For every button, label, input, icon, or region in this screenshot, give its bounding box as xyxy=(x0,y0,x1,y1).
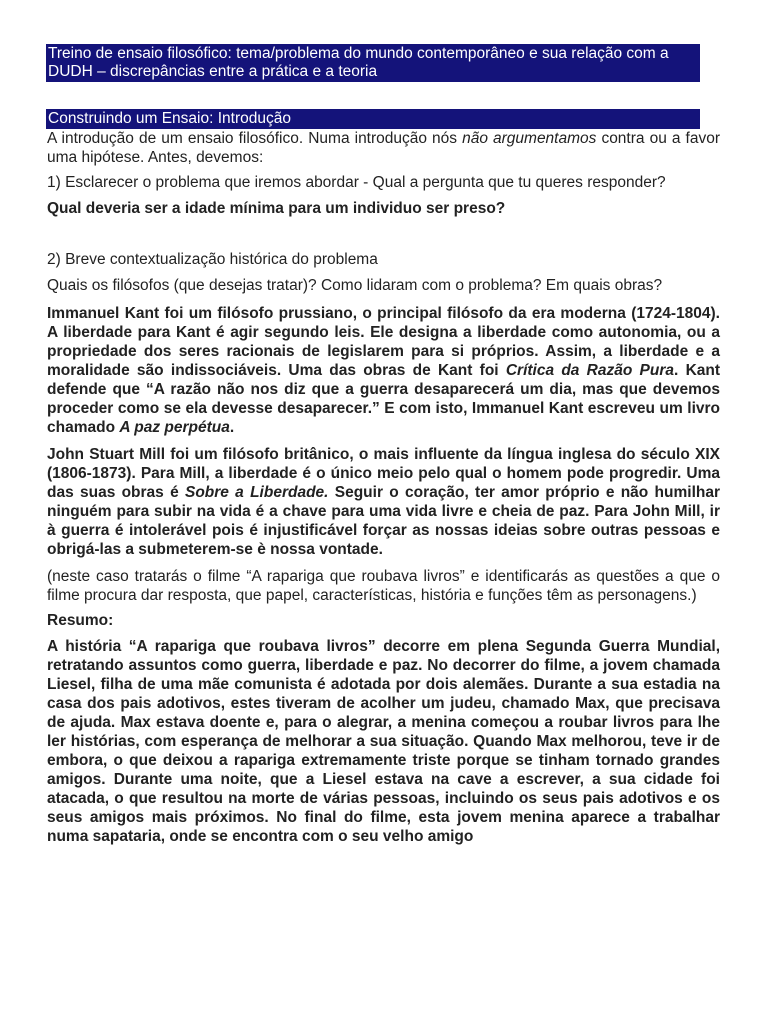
section-title: Construindo um Ensaio: Introdução xyxy=(48,110,291,127)
mill-paragraph xyxy=(47,445,720,559)
main-question: Qual deveria ser a idade mínima para um individuo ser preso? xyxy=(47,200,506,217)
philosophers-prompt: Quais os filósofos (que desejas tratar)? Como lidaram com o problema? Em quais obras? xyxy=(47,277,663,294)
kant-text-end: . xyxy=(229,419,235,436)
film-note: (neste caso tratarás o filme “A rapariga que roubava livros” e identificarás as questões a que o filme procura dar resposta, que papel, características, história e funções têm as personagens.) xyxy=(47,568,720,604)
document-title: Treino de ensaio filosófico: tema/problema do mundo contemporâneo e sua relação com a DUDH – discrepâncias entre a prática e a teoria xyxy=(48,45,669,80)
summary-paragraph: A história “A rapariga que roubava livros” decorre em plena Segunda Guerra Mundial, retratando assuntos como guerra, liberdade e paz. No decorrer do filme, a jovem chamada Liesel, filha de uma mãe comunista é adotada por dois alemães. Durante a sua estadia na casa dos pais adotivos, estes tiveram de acolher um judeu, chamado Max, que precisava de ajuda. Max estava doente e, para o alegrar, a menina começou a roubar livros para lhe ler histórias, com esperança de melhorar a sua situação. Quando Max melhorou, teve ir de embora, o que deixou a rapariga extremamente triste porque se tinham tornado grandes amigos. Durante uma noite, que a Liesel estava na cave a escrever, a sua cidade foi atacada, o que resultou na morte de várias pessoas, incluindo os seus pais adotivos e os seus amigos mais próximos. No final do filme, esta jovem menina aparece a trabalhar numa sapataria, onde se encontra com o seu velho amigo xyxy=(47,638,720,845)
section-banner xyxy=(46,109,700,129)
step2-paragraph: 2) Breve contextualização histórica do problema xyxy=(47,251,378,268)
intro-emphasis: não argumentamos xyxy=(462,130,597,147)
kant-work-critica: Crítica da Razão Pura xyxy=(505,362,675,379)
kant-paragraph xyxy=(47,304,720,437)
summary-heading: Resumo: xyxy=(47,612,114,629)
kant-work-paz: A paz perpétua xyxy=(119,419,230,436)
step1-paragraph: 1) Esclarecer o problema que iremos abordar - Qual a pergunta que tu queres responder? xyxy=(47,174,666,191)
mill-text-2: Seguir o coração, ter amor próprio e não humilhar ninguém para subir na vida é a chave para uma vida livre e cheia de paz. Para John Mill, ir à guerra é intolerável pois é injustificável forçar as nossas ideias sobre outras pessoas e obrigá-las a submeterem-se è nossa vontade. xyxy=(47,484,720,558)
mill-work: Sobre a Liberdade. xyxy=(184,484,329,501)
kant-text-2: . Kant defende que “A razão não nos diz que a guerra desaparecerá um dia, mas que devemos proceder como se ela devesse desaparecer.” E com isto, Immanuel Kant escreveu um livro chamado xyxy=(47,362,721,436)
intro-paragraph xyxy=(47,129,720,167)
kant-text: Immanuel Kant foi um filósofo prussiano, o principal filósofo da era moderna (1724-1804). A liberdade para Kant é agir segundo leis. Ele designa a liberdade como autonomia, ou a propriedade dos seres racionais de legislarem para si próprios. Assim, a liberdade e a moralidade são indissociáveis. Uma das obras de Kant foi xyxy=(47,305,720,379)
mill-text: John Stuart Mill foi um filósofo britânico, o mais influente da língua inglesa do século XIX (1806-1873). Para Mill, a liberdade é o único meio pelo qual o homem pode progredir. Uma das suas obras é xyxy=(47,446,720,501)
intro-text-end: contra ou a favor uma hipótese. Antes, devemos: xyxy=(47,130,720,166)
intro-text: A introdução de um ensaio filosófico. Numa introdução nós xyxy=(47,130,463,147)
document-body xyxy=(47,129,720,846)
title-banner xyxy=(46,44,700,82)
